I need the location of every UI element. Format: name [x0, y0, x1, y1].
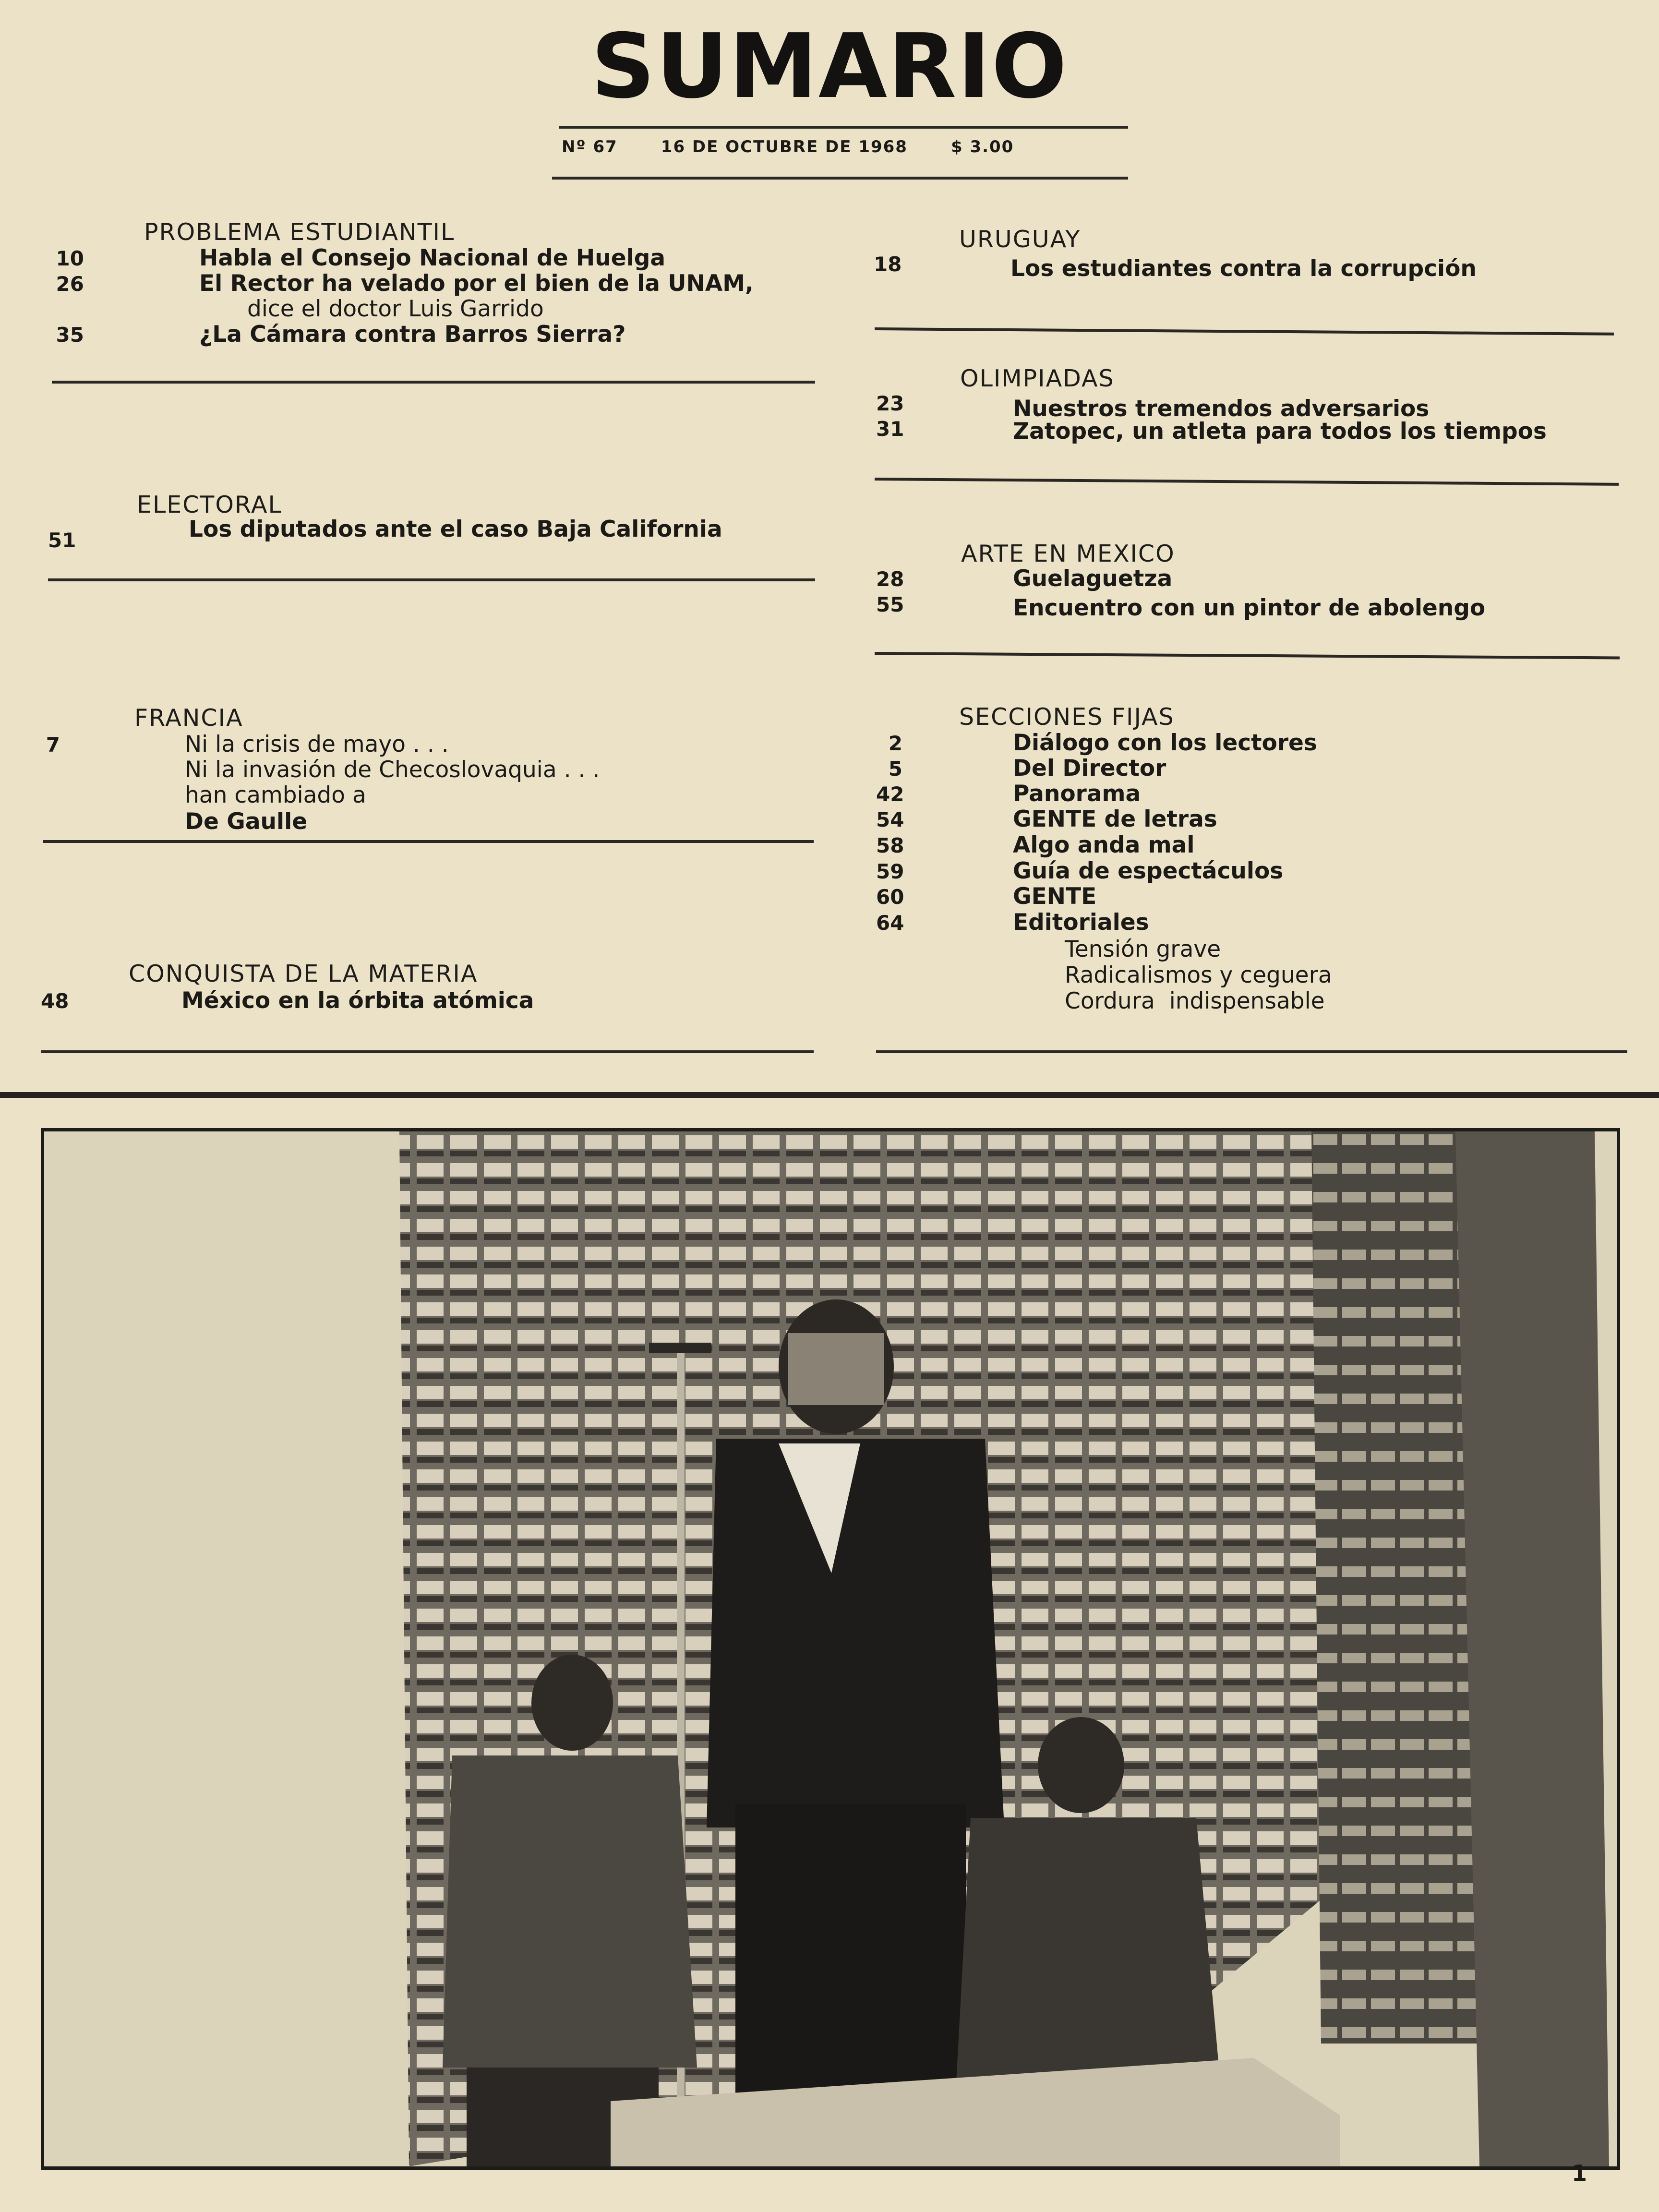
- toc-subtitle: han cambiado a: [185, 782, 366, 808]
- toc-title: Habla el Consejo Nacional de Huelga: [199, 245, 666, 271]
- toc-title: Encuentro con un pintor de abolengo: [1013, 595, 1486, 621]
- section-title-conquista: CONQUISTA DE LA MATERIA: [129, 960, 478, 987]
- photo-illustration: [44, 1131, 1617, 2166]
- toc-page: 60: [876, 885, 904, 909]
- section-divider: [875, 652, 1620, 659]
- section-title-uruguay: URUGUAY: [959, 226, 1081, 253]
- toc-entry-continuation: [185, 782, 366, 808]
- toc-page: 42: [876, 782, 904, 806]
- section-divider: [876, 1050, 1627, 1053]
- toc-entry[interactable]: [876, 730, 1317, 756]
- toc-entry[interactable]: [876, 565, 1172, 592]
- toc-page: 59: [876, 860, 904, 883]
- toc-subtitle: Cordura indispensable: [1065, 988, 1325, 1014]
- toc-title: Zatopec, un atleta para todos los tiempos: [1013, 418, 1547, 445]
- toc-page: 2: [888, 732, 902, 755]
- toc-entry[interactable]: [53, 270, 754, 297]
- toc-subtitle: Tensión grave: [1065, 936, 1221, 962]
- toc-entry[interactable]: [53, 321, 625, 348]
- toc-page: 48: [41, 989, 69, 1013]
- toc-title: Diálogo con los lectores: [1013, 730, 1317, 756]
- toc-title: El Rector ha velado por el bien de la UNAM,: [199, 270, 754, 297]
- toc-entry-continuation: [185, 757, 600, 783]
- masthead-rule-bottom: [552, 177, 1128, 180]
- toc-entry-continuation: [247, 296, 544, 322]
- section-divider: [43, 840, 814, 843]
- page-title: SUMARIO: [591, 14, 1068, 118]
- toc-title: Algo anda mal: [1013, 832, 1195, 858]
- toc-page: 10: [56, 247, 84, 270]
- section-divider: [41, 1050, 814, 1053]
- section-divider: [48, 578, 815, 581]
- section-divider: [875, 327, 1614, 336]
- toc-entry[interactable]: [41, 987, 534, 1014]
- toc-sub-entry[interactable]: [1065, 988, 1325, 1014]
- toc-title: Guelaguetza: [1013, 565, 1173, 592]
- toc-title: Nuestros tremendos adversarios: [1013, 396, 1430, 422]
- toc-subtitle: De Gaulle: [185, 808, 308, 835]
- toc-subtitle: dice el doctor Luis Garrido: [247, 296, 544, 322]
- toc-page: 35: [56, 323, 84, 347]
- toc-page: 64: [876, 911, 904, 935]
- toc-title: Panorama: [1013, 781, 1141, 807]
- page-divider: [0, 1092, 1659, 1098]
- toc-page: 23: [876, 392, 904, 415]
- section-title-secciones: SECCIONES FIJAS: [959, 703, 1175, 731]
- toc-page: 7: [46, 733, 60, 757]
- section-title-problema: PROBLEMA ESTUDIANTIL: [144, 218, 455, 246]
- toc-page: 51: [48, 529, 76, 552]
- section-title-arte: ARTE EN MEXICO: [961, 540, 1175, 567]
- toc-entry[interactable]: [876, 883, 1096, 910]
- section-title-olimpiadas: OLIMPIADAS: [960, 365, 1115, 392]
- issue-price: $ 3.00: [950, 137, 1014, 156]
- toc-entry[interactable]: [876, 832, 1194, 858]
- toc-entry[interactable]: [876, 806, 1217, 832]
- toc-title: Del Director: [1013, 755, 1166, 781]
- toc-page: 54: [876, 808, 904, 831]
- toc-page: 31: [876, 417, 904, 441]
- section-title-francia: FRANCIA: [134, 704, 243, 732]
- photo: [41, 1128, 1620, 2170]
- toc-entry[interactable]: [48, 516, 722, 552]
- toc-entry[interactable]: [876, 591, 1486, 621]
- toc-title: México en la órbita atómica: [181, 987, 534, 1014]
- toc-sub-entry[interactable]: [1065, 936, 1221, 962]
- toc-entry[interactable]: [876, 858, 1283, 884]
- page-number: 1: [1571, 2160, 1587, 2186]
- toc-page: 5: [888, 757, 902, 781]
- section-divider: [52, 381, 815, 384]
- toc-entry[interactable]: [876, 755, 1166, 781]
- toc-title: Los diputados ante el caso Baja California: [189, 516, 722, 542]
- toc-page: 18: [874, 252, 902, 276]
- toc-subtitle: Radicalismos y ceguera: [1065, 962, 1332, 988]
- toc-title: Los estudiantes contra la corrupción: [1010, 255, 1477, 282]
- issue-line: [562, 137, 1123, 156]
- masthead-rule-top: [559, 126, 1128, 129]
- toc-entry[interactable]: [874, 251, 1477, 282]
- toc-title: Editoriales: [1013, 909, 1149, 936]
- toc-entry[interactable]: [876, 781, 1141, 807]
- toc-entry[interactable]: [876, 909, 1149, 936]
- toc-title: Ni la crisis de mayo . . .: [185, 731, 449, 757]
- toc-subtitle: Ni la invasión de Checoslovaquia . . .: [185, 757, 600, 783]
- toc-page: 26: [56, 272, 84, 296]
- toc-entry-continuation: [185, 808, 307, 835]
- toc-entry[interactable]: [876, 390, 1430, 422]
- toc-title: GENTE: [1013, 883, 1097, 910]
- section-divider: [875, 478, 1619, 486]
- toc-page: 58: [876, 834, 904, 857]
- toc-sub-entry[interactable]: [1065, 962, 1332, 988]
- toc-entry[interactable]: [53, 245, 665, 271]
- toc-entry[interactable]: [46, 731, 449, 757]
- toc-page: 28: [876, 567, 904, 591]
- issue-date: 16 DE OCTUBRE DE 1968: [661, 137, 908, 156]
- toc-entry[interactable]: [876, 415, 1547, 445]
- issue-number: Nº 67: [562, 137, 618, 156]
- toc-title: GENTE de letras: [1013, 806, 1217, 832]
- section-title-electoral: ELECTORAL: [137, 491, 282, 518]
- toc-title: Guía de espectáculos: [1013, 858, 1284, 884]
- toc-page: 55: [876, 593, 904, 616]
- toc-title: ¿La Cámara contra Barros Sierra?: [199, 321, 626, 348]
